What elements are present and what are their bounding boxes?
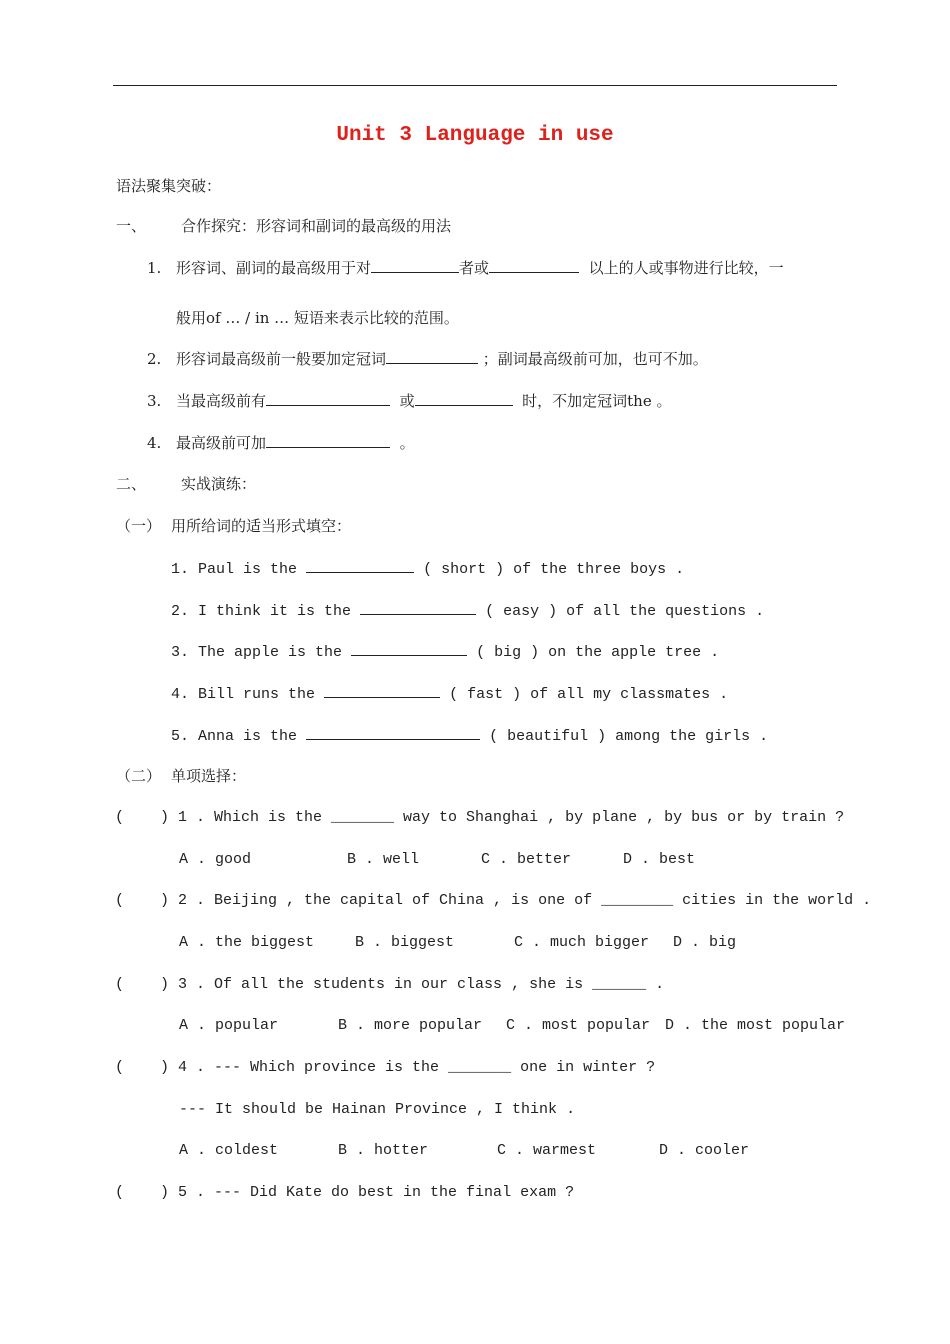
mc-option[interactable]: C . better (481, 851, 572, 868)
section-2-title: 实战演练： (181, 475, 257, 493)
part-1-number: （一） (116, 517, 162, 535)
mc-option[interactable]: D . the most popular (665, 1017, 846, 1034)
part-1-instruction: 用所给词的适当形式填空： (171, 517, 352, 535)
answer-blank[interactable] (324, 683, 440, 698)
mc-option[interactable]: A . popular (179, 1017, 279, 1034)
rule-1-cont: 般用of … / in … 短语来表示比较的范围。 (176, 309, 459, 327)
section-1-number: 一、 (116, 217, 147, 235)
mc-option[interactable]: B . more popular (338, 1017, 483, 1034)
answer-blank[interactable] (306, 558, 414, 573)
mc-option[interactable]: D . cooler (659, 1142, 750, 1159)
answer-blank[interactable] (266, 391, 390, 406)
mc-option[interactable]: C . most popular (506, 1017, 651, 1034)
rule-1: 形容词、副词的最高级用于对 者或 以上的人或事物进行比较，一 (176, 259, 784, 277)
mc-question: ( ) 2 . Beijing , the capital of China , is one of ________ cities in the world . (115, 892, 872, 909)
mc-option[interactable]: C . much bigger (514, 934, 650, 951)
mc-question: ( ) 1 . Which is the _______ way to Shanghai , by plane , by bus or by train ? (115, 809, 845, 826)
answer-blank[interactable] (351, 641, 467, 656)
mc-option[interactable]: A . coldest (179, 1142, 279, 1159)
rule-4: 最高级前可加 。 (176, 434, 415, 452)
mc-option[interactable]: C . warmest (497, 1142, 597, 1159)
fill-item: 5. Anna is the ( beautiful ) among the girls . (171, 725, 768, 747)
mc-question: ( ) 5 . --- Did Kate do best in the final exam ? (115, 1184, 575, 1201)
section-2-number: 二、 (116, 475, 147, 493)
answer-blank[interactable] (360, 600, 476, 615)
top-rule (113, 85, 837, 86)
grammar-heading: 语法聚集突破： (116, 177, 222, 195)
mc-option[interactable]: A . good (179, 851, 252, 868)
rule-3-number: 3. (147, 392, 162, 410)
part-2-instruction: 单项选择： (171, 767, 247, 785)
rule-2-number: 2. (147, 350, 162, 368)
part-2-number: （二） (116, 767, 162, 785)
mc-option[interactable]: D . best (623, 851, 696, 868)
fill-item: 2. I think it is the ( easy ) of all the questions . (171, 600, 764, 622)
mc-option[interactable]: D . big (673, 934, 737, 951)
fill-item: 1. Paul is the ( short ) of the three boys . (171, 558, 684, 580)
mc-option[interactable]: A . the biggest (179, 934, 315, 951)
rule-4-number: 4. (147, 434, 162, 452)
mc-question: ( ) 4 . --- Which province is the _______ one in winter ? (115, 1059, 656, 1076)
fill-item: 4. Bill runs the ( fast ) of all my classmates . (171, 683, 728, 705)
rule-3: 当最高级前有 或 时，不加定冠词the 。 (176, 392, 672, 410)
mc-question-reply: --- It should be Hainan Province , I think . (179, 1101, 576, 1118)
mc-question: ( ) 3 . Of all the students in our class , she is ______ . (115, 976, 665, 993)
mc-option[interactable]: B . hotter (338, 1142, 429, 1159)
fill-item: 3. The apple is the ( big ) on the apple tree . (171, 641, 719, 663)
answer-blank[interactable] (306, 725, 480, 740)
mc-option[interactable]: B . biggest (355, 934, 455, 951)
answer-blank[interactable] (489, 258, 579, 273)
section-1-title: 合作探究：形容词和副词的最高级的用法 (181, 217, 452, 235)
answer-blank[interactable] (386, 349, 478, 364)
rule-1-number: 1. (147, 259, 162, 277)
answer-blank[interactable] (371, 258, 459, 273)
answer-blank[interactable] (266, 433, 390, 448)
mc-option[interactable]: B . well (347, 851, 420, 868)
page-title: Unit 3 Language in use (336, 124, 614, 147)
answer-blank[interactable] (415, 391, 513, 406)
rule-2: 形容词最高级前一般要加定冠词 ；副词最高级前可加，也可不加。 (176, 350, 708, 368)
